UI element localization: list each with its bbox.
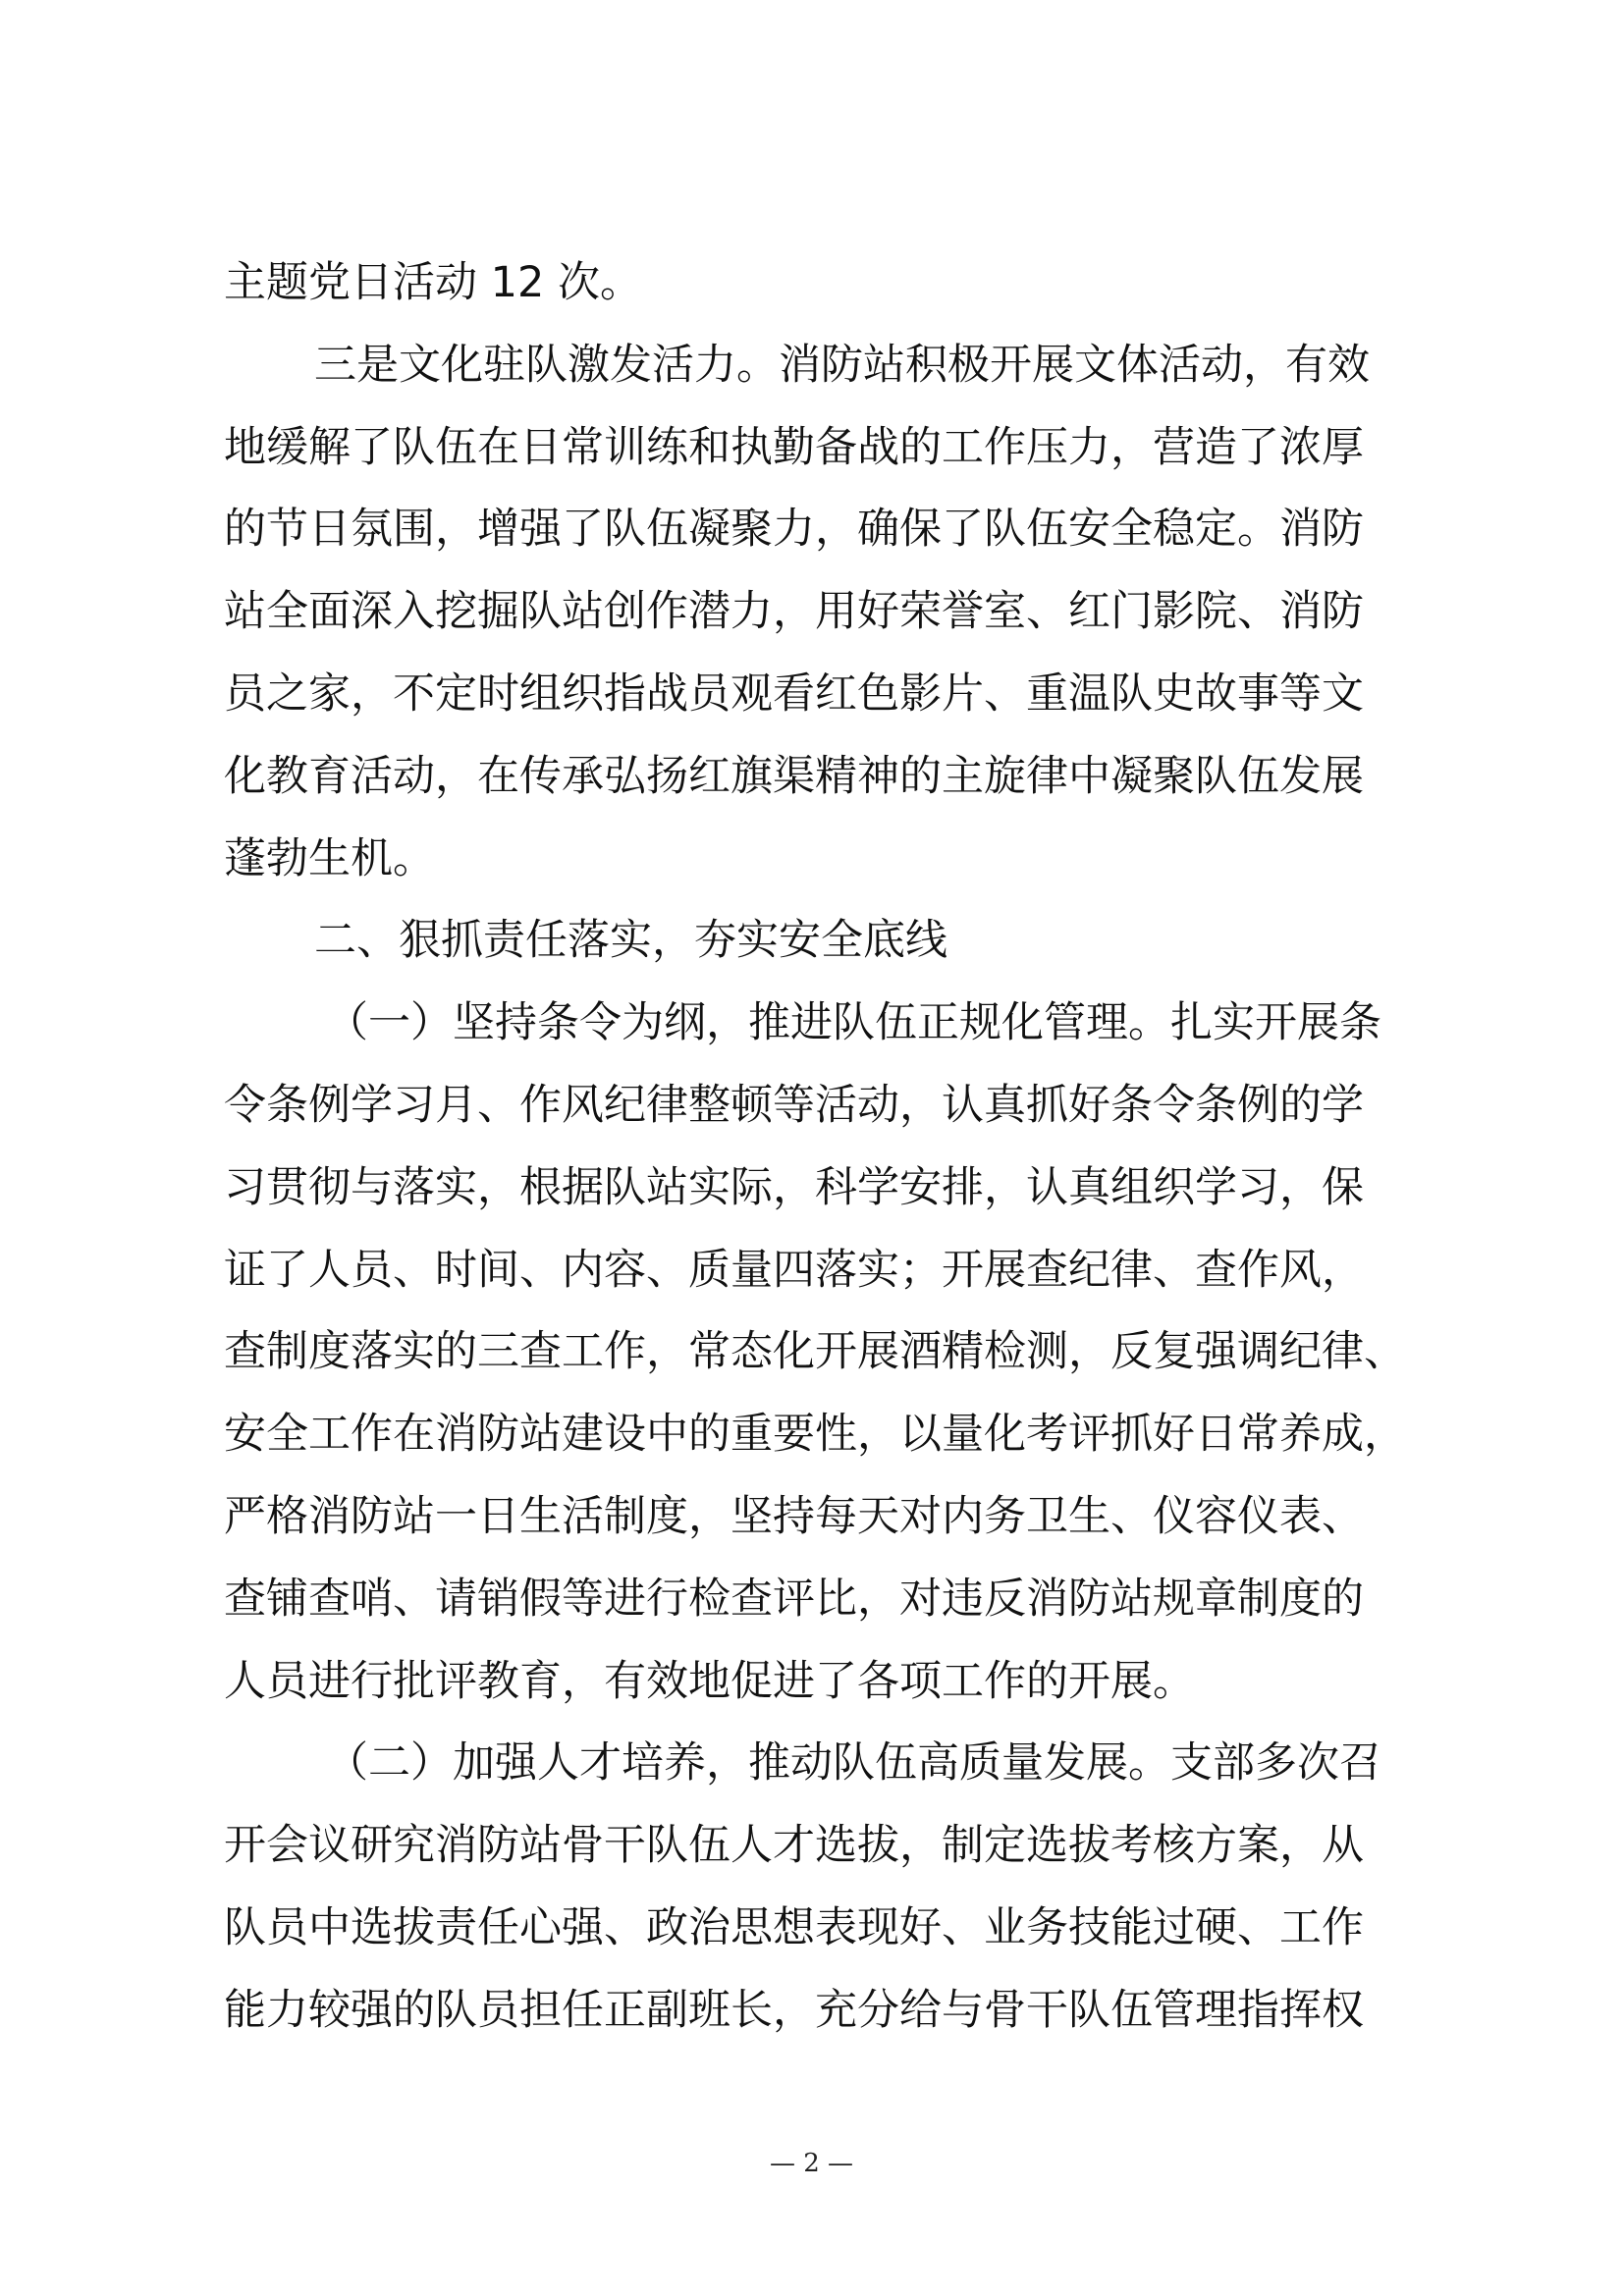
text-line-18: 人员进行批评教育，有效地促进了各项工作的开展。: [224, 1656, 1195, 1706]
text-line-15: 安全工作在消防站建设中的重要性，以量化考评抓好日常养成，: [224, 1410, 1406, 1460]
text-line-3: 地缓解了队伍在日常训练和执勤备战的工作压力，营造了浓厚: [224, 422, 1364, 472]
text-line-20: 开会议研究消防站骨干队伍人才选拔，制定选拔考核方案，从: [224, 1821, 1364, 1871]
section-heading: 二、狠抓责任落实，夯实安全底线: [314, 916, 947, 966]
text-line-19: （二）加强人才培养，推动队伍高质量发展。支部多次召: [326, 1738, 1381, 1789]
text-line-4: 的节日氛围，增强了队伍凝聚力，确保了队伍安全稳定。消防: [224, 505, 1364, 555]
text-line-13: 证了人员、时间、内容、质量四落实；开展查纪律、查作风，: [224, 1245, 1364, 1295]
body-text: [224, 242, 1432, 2053]
text-line-21: 队员中选拔责任心强、政治思想表现好、业务技能过硬、工作: [224, 1902, 1364, 1952]
text-line-7: 化教育活动，在传承弘扬红旗渠精神的主旋律中凝聚队伍发展: [224, 751, 1364, 801]
text-line-6: 员之家，不定时组织指战员观看红色影片、重温队史故事等文: [224, 668, 1364, 719]
text-line-17: 查铺查哨、请销假等进行检查评比，对违反消防站规章制度的: [224, 1574, 1364, 1624]
text-line-10: （一）坚持条令为纲，推进队伍正规化管理。扎实开展条: [326, 998, 1381, 1048]
text-line-11: 令条例学习月、作风纪律整顿等活动，认真抓好条令条例的学: [224, 1080, 1364, 1130]
text-line-12: 习贯彻与落实，根据队站实际，科学安排，认真组织学习，保: [224, 1162, 1364, 1212]
text-line-5: 站全面深入挖掘队站创作潜力，用好荣誉室、红门影院、消防: [224, 587, 1364, 637]
text-line-1: 主题党日活动 12 次。: [224, 258, 643, 307]
text-line-14: 查制度落实的三查工作，常态化开展酒精检测，反复强调纪律、: [224, 1327, 1406, 1377]
text-line-8: 蓬勃生机。: [224, 833, 435, 883]
text-line-16: 严格消防站一日生活制度，坚持每天对内务卫生、仪容仪表、: [224, 1491, 1364, 1541]
text-line-22: 能力较强的队员担任正副班长，充分给与骨干队伍管理指挥权: [224, 1985, 1364, 2035]
text-line-2: 三是文化驻队激发活力。消防站积极开展文体活动，有效: [314, 340, 1370, 390]
page-number: — 2 —: [769, 2149, 854, 2178]
